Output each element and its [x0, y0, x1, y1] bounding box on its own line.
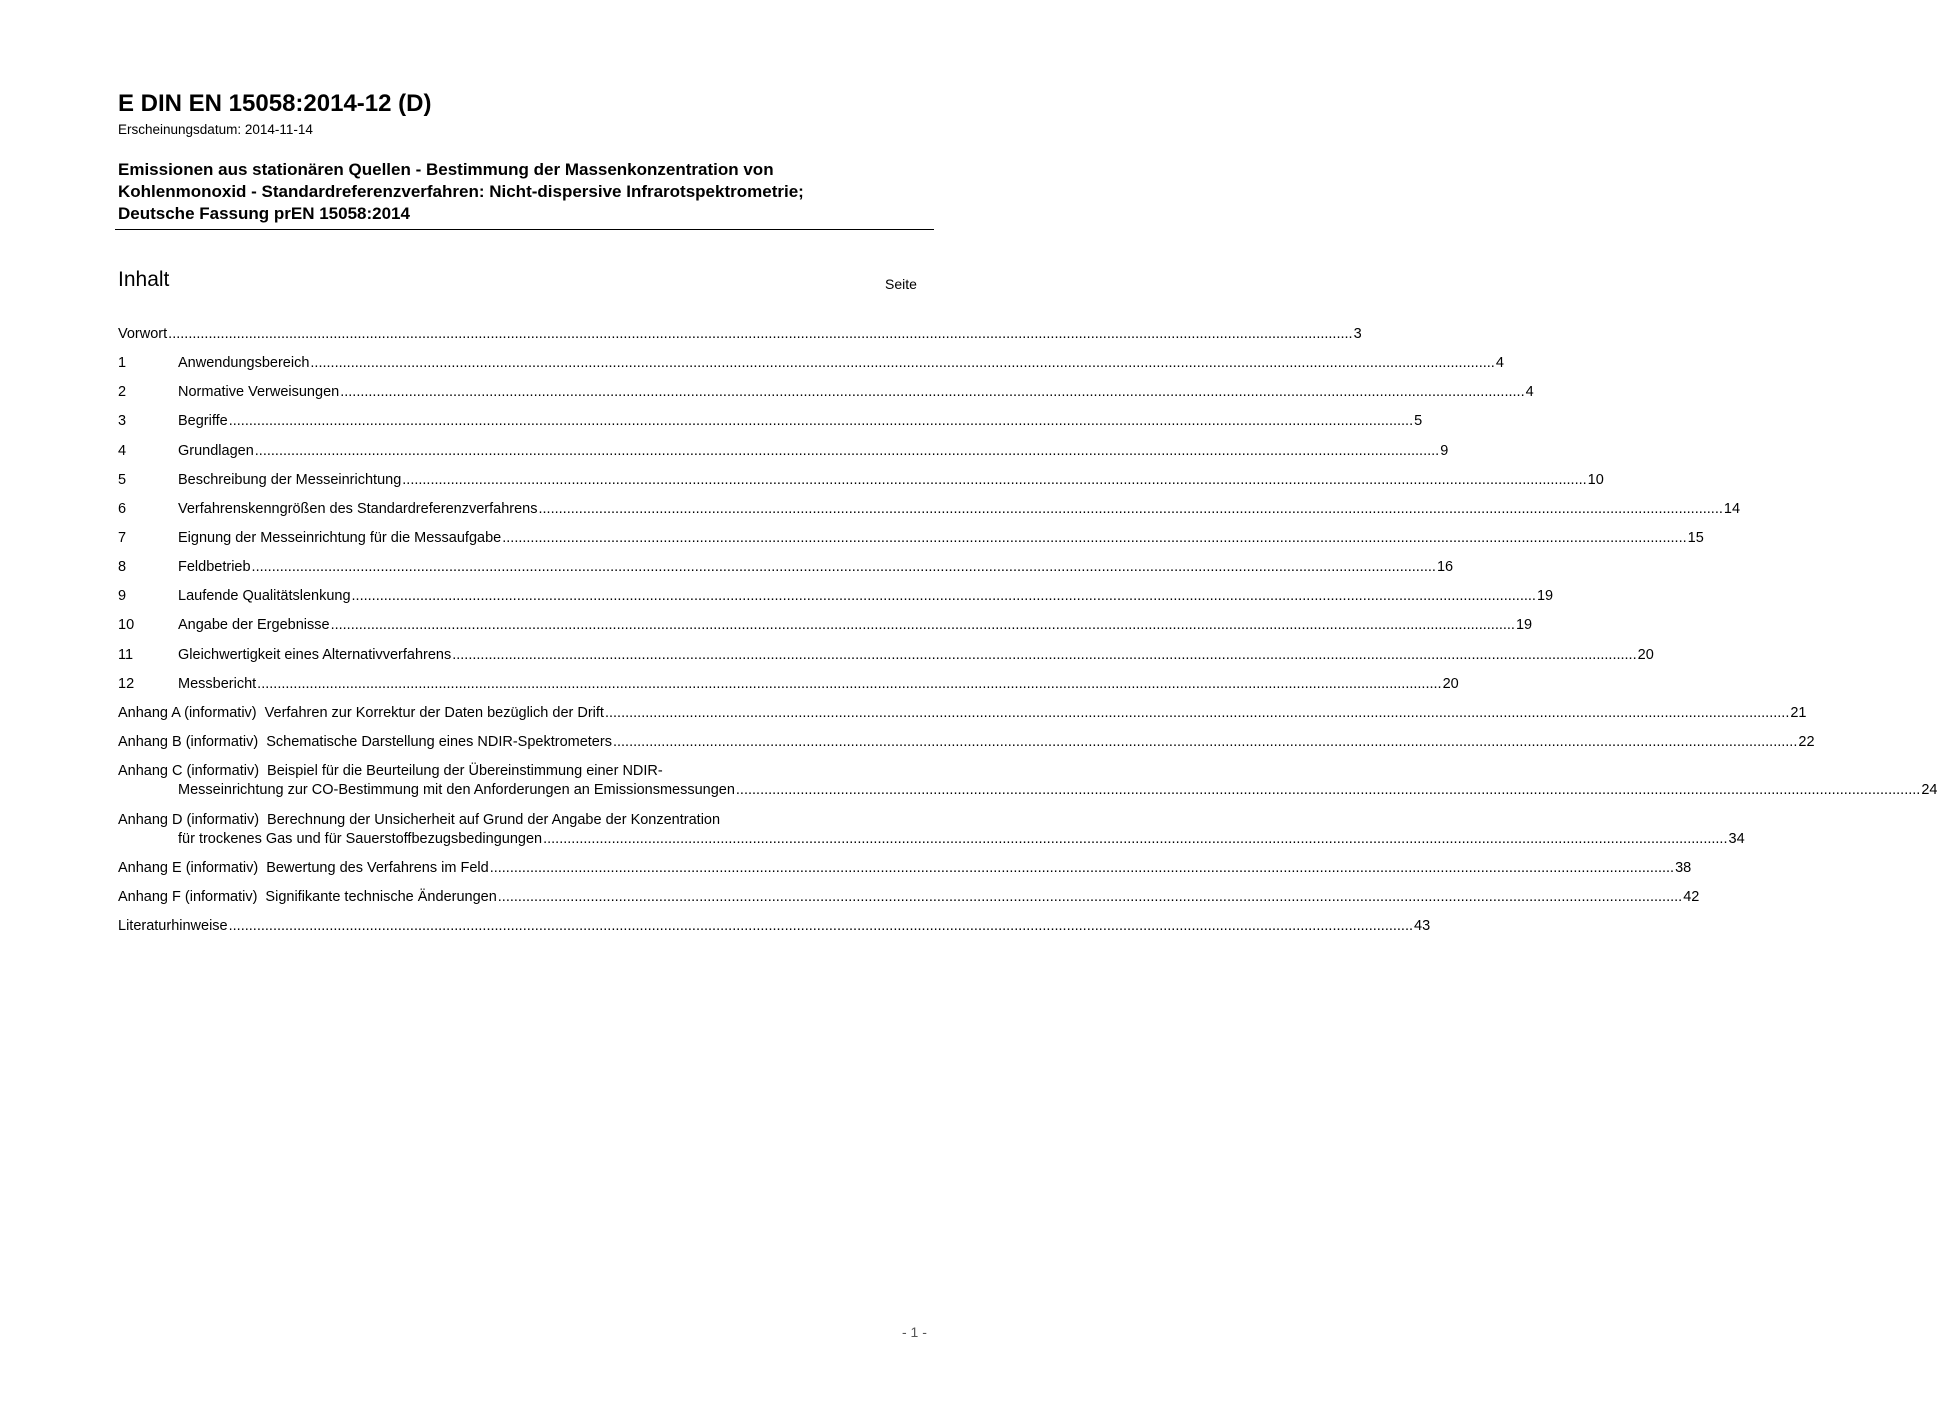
toc-entry-number: 4 [118, 443, 127, 459]
leader-dots [502, 529, 1686, 548]
title-rule [115, 229, 934, 230]
toc-entry-text: Eignung der Messeinrichtung für die Messaufgabe [178, 530, 502, 546]
document-id: E DIN EN 15058:2014-12 (D) [118, 90, 432, 117]
toc-entry-number: 5 [118, 472, 127, 488]
toc-entry-text: Messbericht [178, 676, 257, 692]
annex-title-line-2: für trockenes Gas und für Sauerstoffbezugsbedingungen [178, 831, 543, 847]
toc-entry-page: 15 [1687, 530, 1704, 546]
leader-dots [257, 675, 1441, 694]
annex-title: Schematische Darstellung eines NDIR-Spektrometers [266, 734, 612, 750]
leader-dots [255, 442, 1439, 461]
toc-entry-3[interactable] [118, 412, 1423, 431]
toc-entry-6[interactable] [118, 500, 1741, 519]
toc-entry-text: Feldbetrieb [178, 559, 251, 575]
toc-entry-text: Angabe der Ergebnisse [178, 617, 330, 633]
toc-entry-text: Begriffe [178, 413, 228, 429]
toc-annex-b[interactable] [118, 733, 1815, 752]
toc-entry-bibliography[interactable] [118, 917, 1431, 936]
toc-entry-text: Beschreibung der Messeinrichtung [178, 472, 402, 488]
toc-entry-text: Verfahrenskenngrößen des Standardreferenzverfahrens [178, 501, 538, 517]
title-line-1: Emissionen aus stationären Quellen - Bestimmung der Massenkonzentration von [118, 160, 774, 179]
toc-entry-page: 43 [1414, 918, 1431, 934]
document-title [118, 159, 933, 225]
toc-entry-2[interactable] [118, 383, 1534, 402]
annex-label: Anhang E (informativ) [118, 860, 259, 876]
toc-entry-page: 20 [1442, 676, 1459, 692]
toc-annex-e[interactable] [118, 859, 1692, 878]
annex-title: Signifikante technische Änderungen [265, 889, 497, 905]
toc-entry-text: Gleichwertigkeit eines Alternativverfahrens [178, 647, 452, 663]
toc-entry-page: 16 [1436, 559, 1454, 575]
toc-entry-8[interactable] [118, 558, 1454, 577]
toc-entry-number: 6 [118, 501, 127, 517]
annex-label: Anhang A (informativ) [118, 705, 257, 721]
toc-entry-page: 4 [1525, 384, 1534, 400]
toc-entry-text: Normative Verweisungen [178, 384, 340, 400]
toc-entry-page: 22 [1798, 734, 1815, 750]
toc-page-label: Seite [885, 276, 917, 292]
toc-entry-page: 3 [1353, 326, 1362, 342]
toc-entry-text: Vorwort [118, 326, 168, 342]
toc-entry-page: 34 [1728, 831, 1745, 847]
toc-entry-number: 1 [118, 355, 127, 371]
annex-label: Anhang F (informativ) [118, 889, 258, 905]
toc-entry-10[interactable] [118, 616, 1533, 635]
toc-entry-number: 7 [118, 530, 127, 546]
annex-label: Anhang D (informativ) [118, 812, 260, 828]
toc-entry-number: 9 [118, 588, 127, 604]
leader-dots [490, 859, 1674, 878]
leader-dots [331, 616, 1515, 635]
toc-heading: Inhalt [118, 268, 170, 291]
toc-entry-text: Literaturhinweise [118, 918, 228, 934]
toc-entry-page: 9 [1440, 443, 1449, 459]
toc-annex-f[interactable] [118, 888, 1700, 907]
toc-entry-9[interactable] [118, 587, 1554, 606]
leader-dots [340, 383, 1524, 402]
toc-entry-page: 19 [1515, 617, 1533, 633]
leader-dots [605, 704, 1789, 723]
toc-entry-page: 42 [1683, 889, 1700, 905]
toc-entry-4[interactable] [118, 442, 1449, 461]
toc-entry-number: 3 [118, 413, 127, 429]
toc-entry-page: 5 [1414, 413, 1423, 429]
publication-date: Erscheinungsdatum: 2014-11-14 [118, 122, 313, 137]
toc-annex-d[interactable] [118, 811, 1745, 849]
annex-label: Anhang B (informativ) [118, 734, 259, 750]
toc-annex-a[interactable] [118, 704, 1807, 723]
toc-entry-number: 10 [118, 617, 135, 633]
toc-entry-text: Grundlagen [178, 443, 254, 459]
toc-entry-text: Laufende Qualitätslenkung [178, 588, 351, 604]
leader-dots [539, 500, 1723, 519]
leader-dots [613, 733, 1797, 752]
title-line-2: Kohlenmonoxid - Standardreferenzverfahren: Nicht-dispersive Infrarotspektrometrie; [118, 182, 804, 201]
toc-entry-text: Anwendungsbereich [178, 355, 310, 371]
annex-title-line-2: Messeinrichtung zur CO-Bestimmung mit den Anforderungen an Emissionsmessungen [178, 782, 735, 798]
toc-entry-number: 8 [118, 559, 127, 575]
leader-dots [736, 781, 1920, 800]
toc-entry-number: 2 [118, 384, 127, 400]
toc-entry-page: 10 [1587, 472, 1604, 488]
toc-entry-page: 14 [1723, 501, 1741, 517]
toc-entry-page: 19 [1536, 588, 1554, 604]
toc-annex-c[interactable] [118, 762, 1937, 800]
annex-title: Verfahren zur Korrektur der Daten bezüglich der Drift [264, 705, 604, 721]
leader-dots [252, 558, 1436, 577]
toc-entry-number: 11 [118, 647, 134, 663]
leader-dots [229, 917, 1413, 936]
leader-dots [402, 471, 1586, 490]
leader-dots [543, 830, 1727, 849]
toc-entry-12[interactable] [118, 675, 1459, 694]
toc-entry-number: 12 [118, 676, 135, 692]
leader-dots [168, 325, 1352, 344]
toc-entry-7[interactable] [118, 529, 1704, 548]
annex-title-line-1: Berechnung der Unsicherheit auf Grund der Angabe der Konzentration [267, 812, 721, 828]
toc-entry-page: 20 [1637, 647, 1654, 663]
annex-title-line-1: Beispiel für die Beurteilung der Übereinstimmung einer NDIR- [267, 763, 663, 779]
toc-entry-vorwort[interactable] [118, 325, 1362, 344]
page-number: - 1 - [902, 1324, 927, 1340]
leader-dots [310, 354, 1494, 373]
leader-dots [352, 587, 1536, 606]
annex-label: Anhang C (informativ) [118, 763, 260, 779]
toc-entry-5[interactable] [118, 471, 1604, 490]
toc-entry-1[interactable] [118, 354, 1504, 373]
toc-entry-page: 38 [1675, 860, 1692, 876]
title-line-3: Deutsche Fassung prEN 15058:2014 [118, 204, 410, 223]
toc-entry-11[interactable] [118, 646, 1654, 665]
annex-title: Bewertung des Verfahrens im Feld [266, 860, 489, 876]
toc-entry-page: 24 [1921, 782, 1937, 798]
leader-dots [452, 646, 1636, 665]
leader-dots [498, 888, 1682, 907]
toc-entry-page: 21 [1790, 705, 1807, 721]
leader-dots [229, 412, 1413, 431]
toc-entry-page: 4 [1495, 355, 1504, 371]
